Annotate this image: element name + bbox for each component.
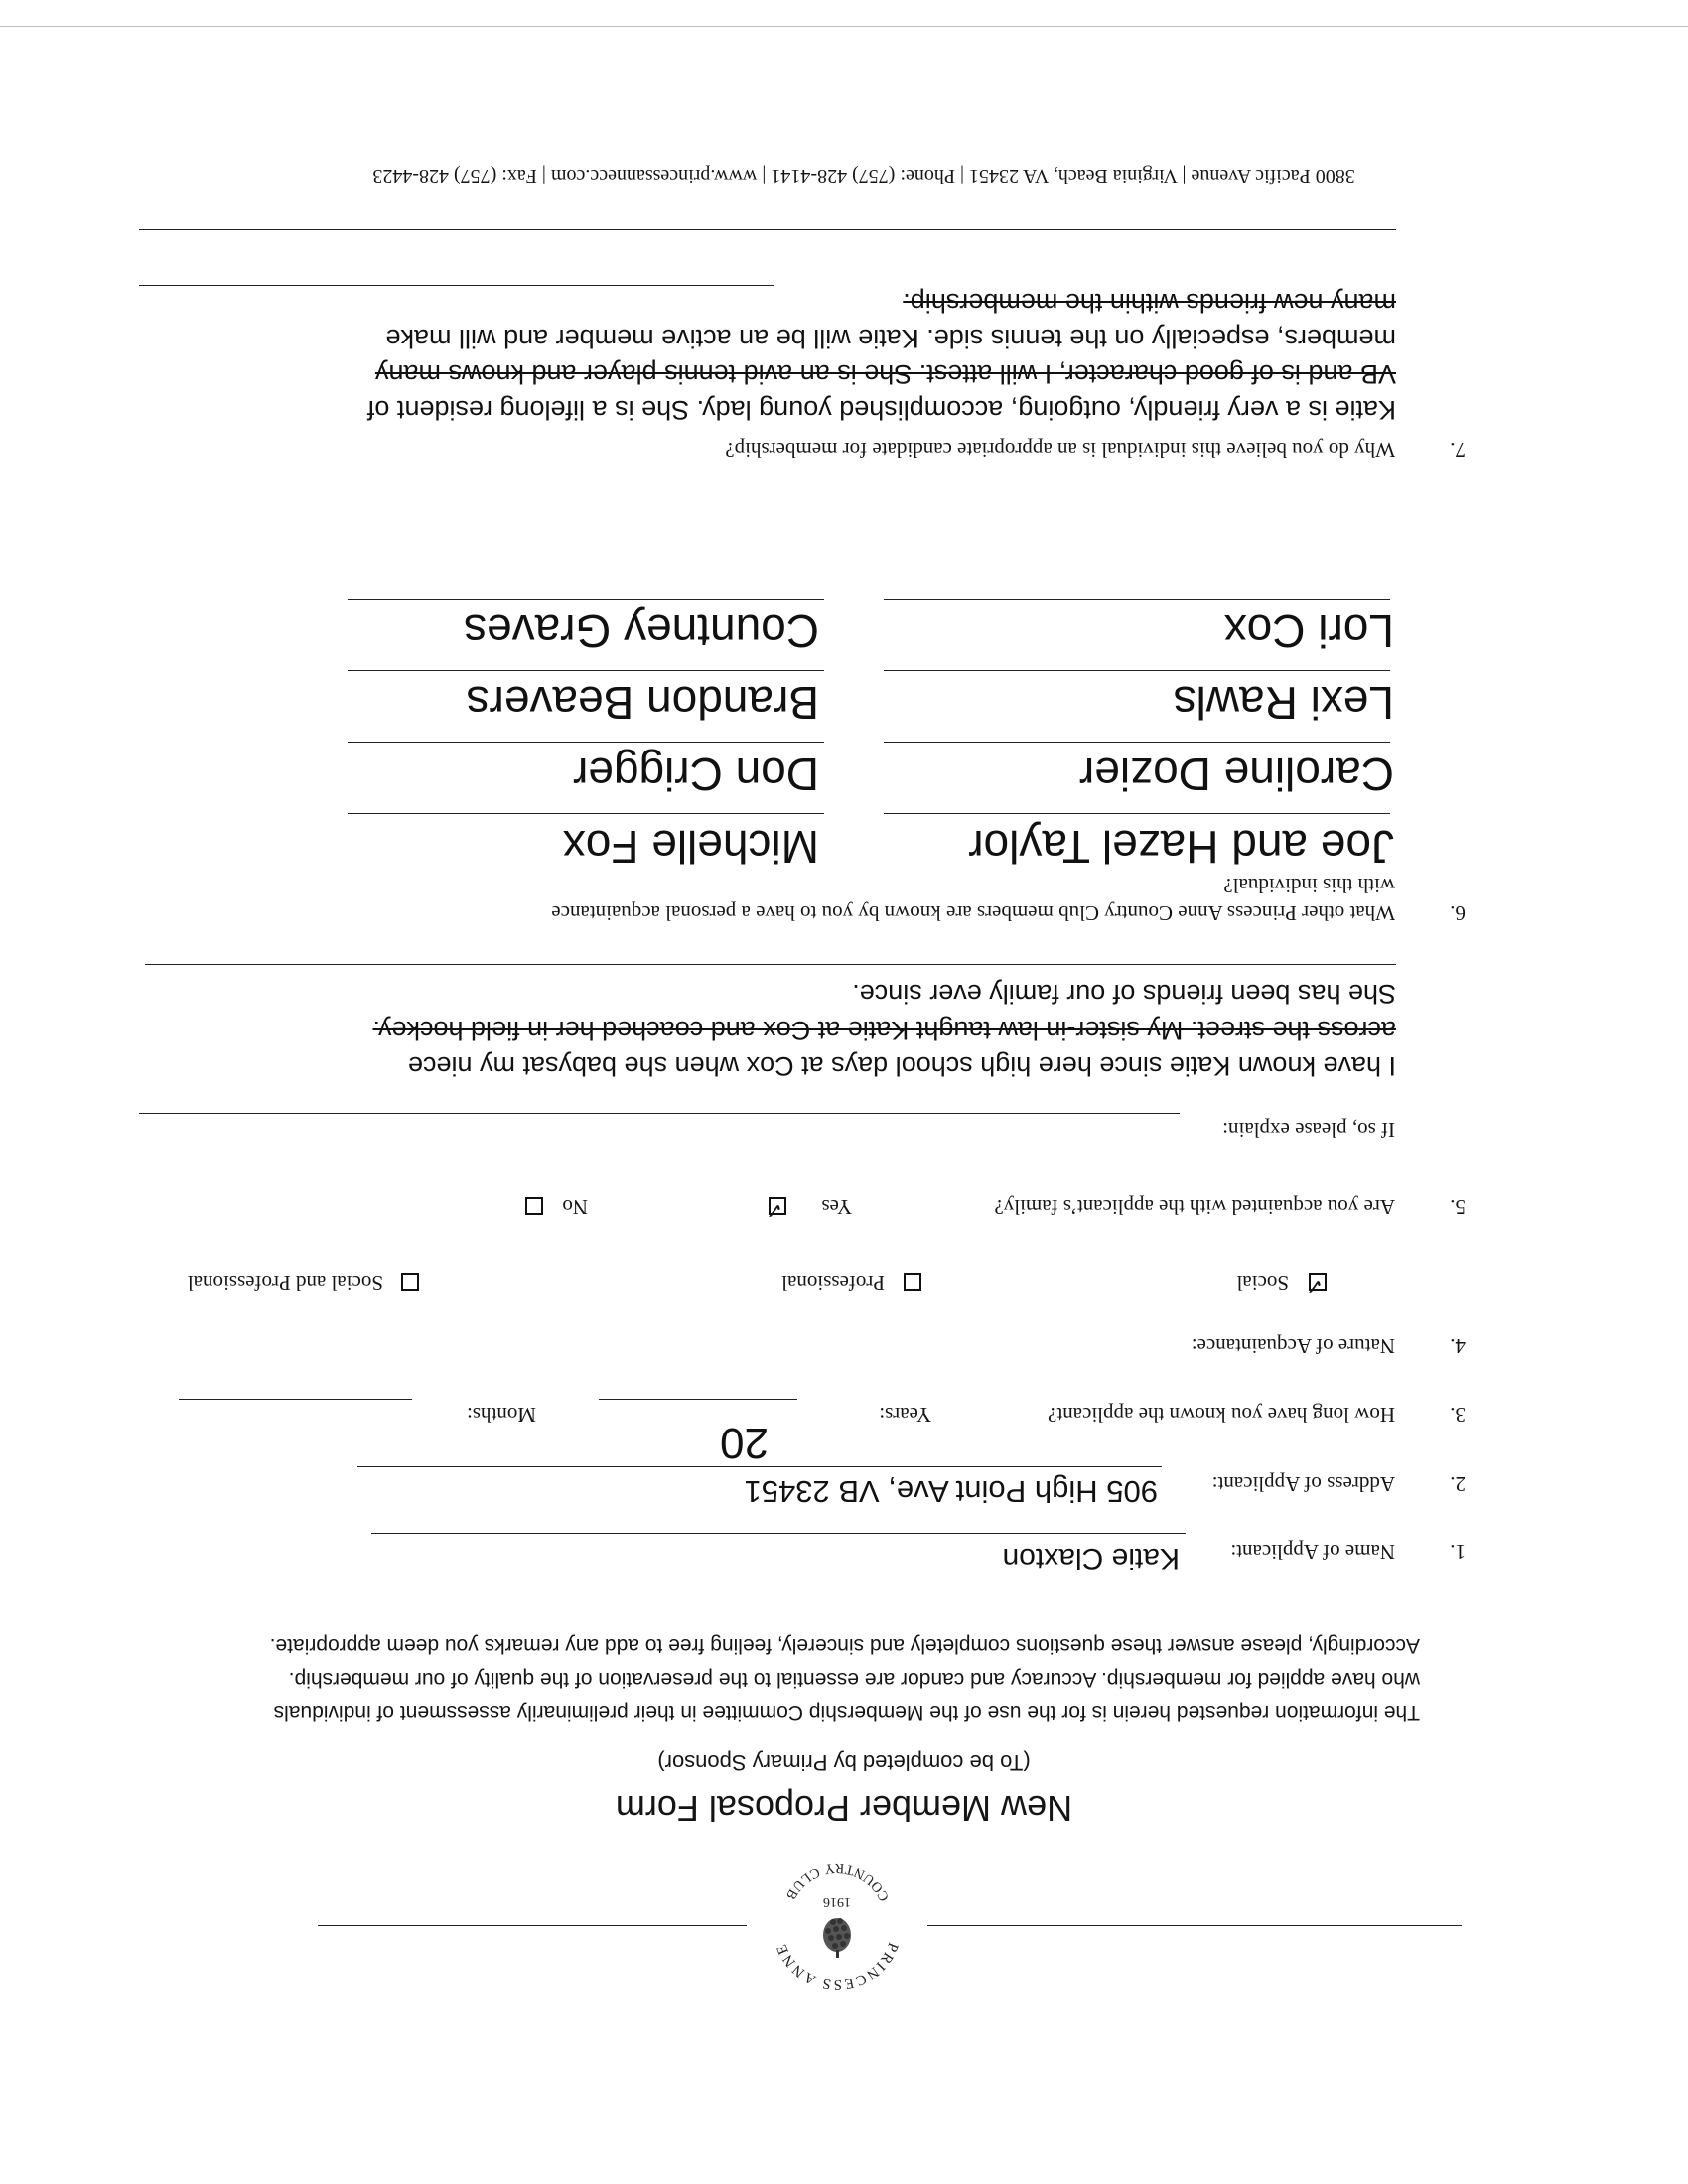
q2-number: 2.: [1450, 1472, 1466, 1496]
member-name-right-1: Michelle Fox: [562, 821, 819, 873]
family-yes-checkbox[interactable]: [765, 1197, 786, 1222]
social-checkbox[interactable]: [1305, 1273, 1327, 1297]
header-rule-right: [318, 1925, 747, 1926]
social-option-label: Social: [1236, 1271, 1289, 1295]
q1-underline: [371, 1533, 1186, 1534]
q7-underline-2: [139, 229, 1396, 230]
social-and-professional-option-label: Social and Professional: [187, 1271, 383, 1295]
why-answer-line-1: Katie is a very friendly, outgoing, accomplished young lady. She is a lifelong resident of: [366, 395, 1396, 425]
footer-separator: |: [954, 165, 964, 187]
intro-paragraph: The information requested herein is for the use of the Membership Committee in their preliminarily assessment of individuals who have applied for membership. Accuracy and candor are essential to the preservation of the quality of our membership. Accordingly, please answer these questions completely and sincerely, feeling free to add any remarks you deem appropriate.: [269, 1634, 1420, 1724]
q7-label: Why do you believe this individual is an appropriate candidate for membership?: [725, 438, 1395, 462]
q5-explain-label: If so, please explain:: [1222, 1118, 1395, 1142]
seal-bottom-text: COUNTRY CLUB: [781, 1859, 893, 1904]
q3-label: How long have you known the applicant?: [1048, 1403, 1395, 1427]
q5-label: Are you acquainted with the applicant’s family?: [994, 1195, 1395, 1219]
q5-yes-label: Yes: [821, 1195, 852, 1219]
footer-phone: Phone: (757) 428-4141: [771, 165, 955, 187]
member-name-right-4: Countney Graves: [464, 606, 819, 657]
seal-year: 1916: [823, 1894, 851, 1909]
professional-checkbox[interactable]: [904, 1273, 921, 1291]
member-line-left-4: [884, 599, 1390, 600]
explain-answer-line-3: She has been friends of our family ever since.: [852, 979, 1396, 1009]
q2-label: Address of Applicant:: [1211, 1472, 1395, 1496]
club-seal-logo: [763, 1851, 912, 2000]
q3-years-underline: [599, 1399, 797, 1400]
q5-explain-underline: [139, 1113, 1180, 1114]
member-name-right-2: Don Crigger: [573, 749, 819, 800]
footer-website-link[interactable]: www.princessannecc.com: [550, 165, 758, 187]
q7-number: 7.: [1450, 438, 1466, 462]
checkmark-icon: ✓: [765, 1197, 783, 1222]
q4-label: Nature of Acquaintance:: [1191, 1334, 1395, 1358]
applicant-address-value: 905 High Point Ave, VB 23451: [744, 1474, 1158, 1509]
family-no-checkbox[interactable]: [525, 1197, 543, 1215]
q7-underline-1: [139, 285, 774, 286]
footer-separator: |: [1177, 165, 1187, 187]
member-line-right-4: [348, 599, 824, 600]
why-answer-line-3: members, especially on the tennis side. Katie will be an active member and will make: [385, 324, 1396, 353]
q6-label-line-2: with this individual?: [1223, 874, 1395, 897]
q1-number: 1.: [1450, 1540, 1466, 1564]
member-line-left-1: [884, 813, 1390, 814]
member-name-left-4: Lori Cox: [1223, 606, 1394, 657]
explain-answer-line-2: across the street. My sister-in law taught Katie at Cox and coached her in field hockey.: [372, 1016, 1396, 1045]
q3-number: 3.: [1450, 1403, 1466, 1427]
years-known-value: 20: [720, 1419, 769, 1467]
checkmark-icon: ✓: [1305, 1273, 1324, 1297]
footer-contact: [40, 164, 1688, 187]
q5-answer-underline: [145, 964, 1396, 965]
q6-number: 6.: [1450, 901, 1466, 925]
member-line-left-2: [884, 742, 1390, 743]
professional-option-label: Professional: [781, 1271, 885, 1295]
form-title: New Member Proposal Form: [615, 1788, 1073, 1829]
q3-months-underline: [179, 1399, 412, 1400]
header-rule-left: [927, 1925, 1462, 1926]
footer-address: 3800 Pacific Avenue: [1191, 165, 1355, 187]
q6-label-line-1: What other Princess Anne Country Club members are known by you to have a personal acquaintance: [551, 901, 1395, 925]
member-name-right-3: Brandon Beavers: [466, 677, 819, 729]
q5-no-label: No: [562, 1195, 588, 1219]
pinecone-icon: [823, 1918, 851, 1958]
q3-months-label: Months:: [466, 1403, 536, 1427]
seal-top-text: PRINCESS ANNE: [773, 1940, 902, 1992]
q4-number: 4.: [1450, 1334, 1466, 1358]
q5-number: 5.: [1450, 1195, 1466, 1219]
member-name-left-3: Lexi Rawls: [1173, 677, 1394, 729]
q3-years-label: Years:: [879, 1403, 931, 1427]
form-subtitle: (To be completed by Primary Sponsor): [657, 1750, 1031, 1775]
footer-separator: |: [757, 165, 767, 187]
applicant-name-value: Katie Claxton: [1002, 1542, 1180, 1574]
member-line-right-3: [348, 670, 824, 671]
explain-answer-line-1: I have known Katie since here high school days at Cox when she babysat my niece: [407, 1051, 1396, 1081]
member-name-left-1: Joe and Hazel Taylor: [968, 821, 1394, 873]
member-line-left-3: [884, 670, 1390, 671]
footer-fax: Fax: (757) 428-4423: [372, 165, 537, 187]
why-answer-line-4: many new friends within the membership.: [903, 288, 1396, 318]
footer-city: Virginia Beach, VA 23451: [968, 165, 1178, 187]
why-answer-line-2: VB and is of good character, I will attest. She is an avid tennis player and knows many: [374, 359, 1396, 389]
member-line-right-1: [348, 813, 824, 814]
social-and-professional-checkbox[interactable]: [401, 1273, 419, 1291]
footer-separator: |: [536, 165, 546, 187]
member-line-right-2: [348, 742, 824, 743]
member-name-left-2: Caroline Dozier: [1078, 749, 1394, 800]
q1-label: Name of Applicant:: [1230, 1540, 1395, 1564]
